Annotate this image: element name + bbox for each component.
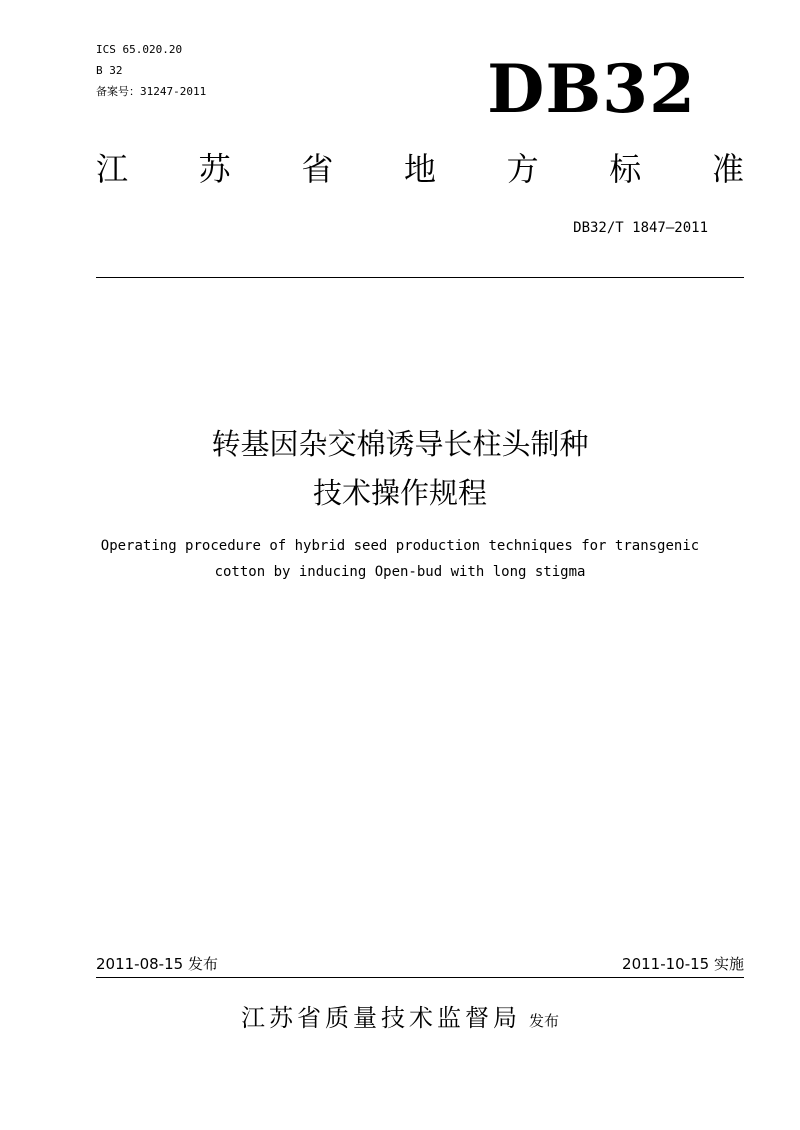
standard-type-char: 苏 (198, 150, 231, 188)
filing-number: 备案号：31247-2011 (96, 85, 207, 98)
issuer-suffix: 发布 (528, 1012, 559, 1030)
standard-type-char: 地 (403, 150, 436, 188)
ccs-code: B 32 (96, 64, 123, 77)
top-divider (96, 277, 744, 278)
bottom-divider (96, 977, 744, 978)
title-en-line-2: cotton by inducing Open-bud with long stigma (214, 564, 586, 580)
ics-code: ICS 65.020.20 (96, 43, 183, 56)
standard-type-char: 标 (609, 150, 642, 188)
standard-type-char: 准 (711, 150, 744, 188)
standard-type-char: 省 (301, 150, 334, 188)
implementation-date: 2011-10-15 实施 (622, 955, 744, 973)
issuer-line (0, 998, 800, 1041)
title-en-line-1: Operating procedure of hybrid seed production techniques for transgenic (100, 538, 700, 554)
standard-number: DB32/T 1847—2011 (573, 220, 708, 236)
standard-type-char: 江 (96, 150, 129, 188)
issue-date: 2011-08-15 发布 (96, 955, 218, 973)
standard-type-char: 方 (506, 150, 539, 188)
standard-type-heading (96, 145, 744, 193)
title-zh-line-1: 转基因杂交棉诱导长柱头制种 (211, 427, 589, 461)
standard-code-logo: DB32 (487, 50, 696, 128)
title-zh-line-2: 技术操作规程 (312, 476, 487, 510)
issuer-name: 江苏省质量技术监督局 (240, 1004, 521, 1032)
